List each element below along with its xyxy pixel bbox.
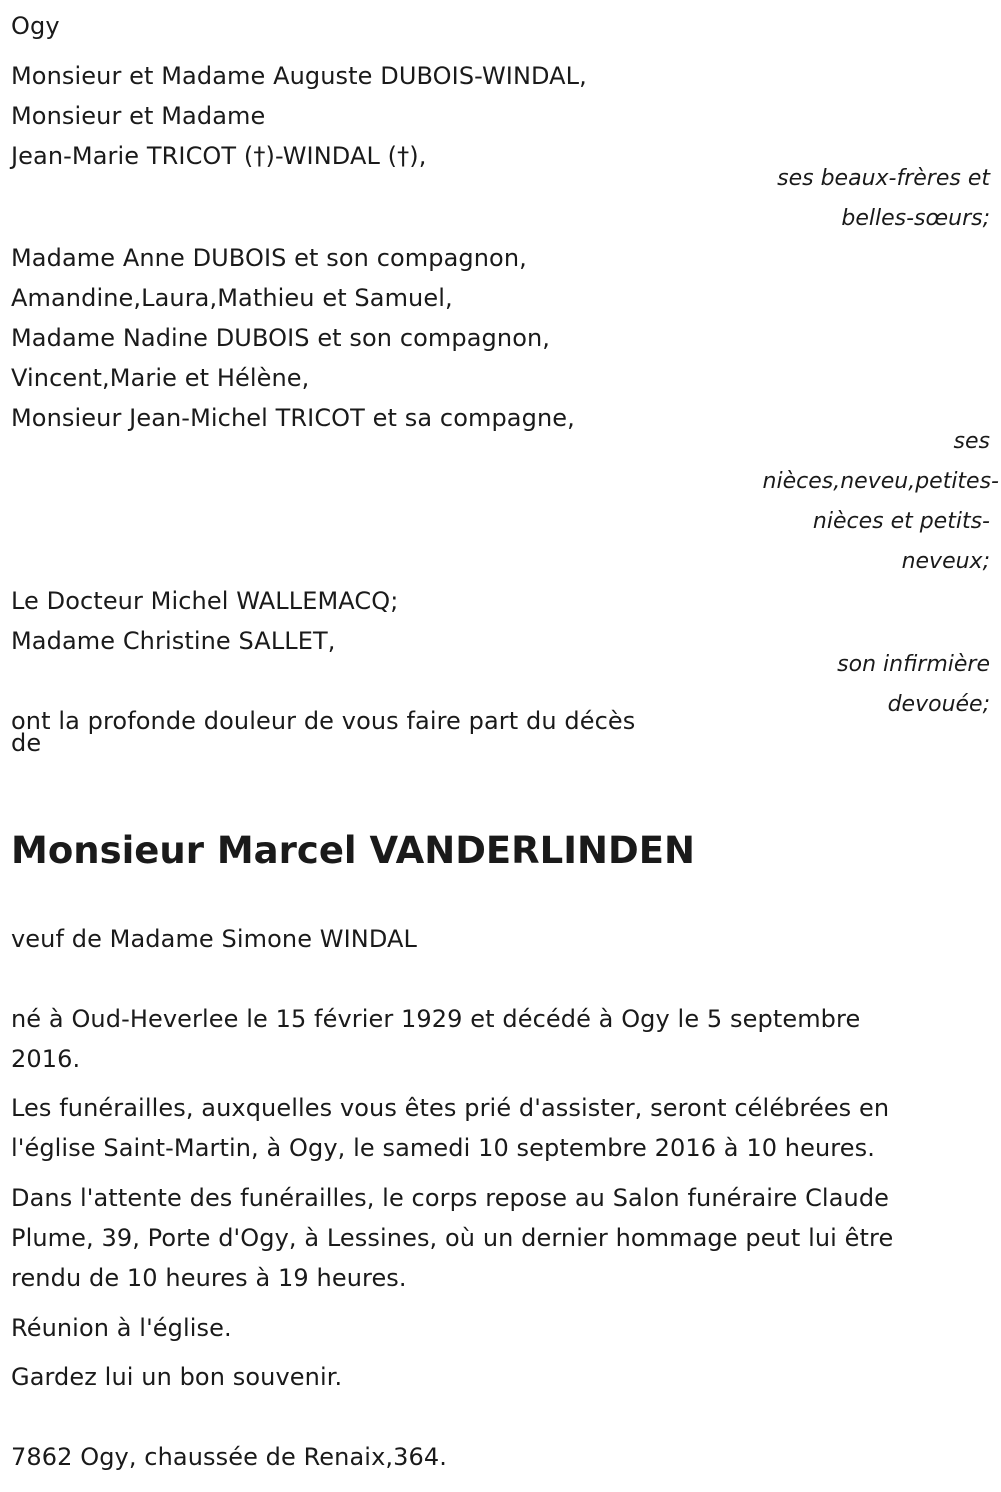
family-line: Monsieur Jean-Michel TRICOT et sa compagne, [11,404,575,432]
family-line: Amandine,Laura,Mathieu et Samuel, [11,284,453,312]
viewing-line: rendu de 10 heures à 19 heures. [11,1264,407,1292]
meeting: Réunion à l'église. [11,1314,232,1342]
family-line: Jean-Marie TRICOT (†)-WINDAL (†), [11,142,427,170]
relation-line: nièces et petits- [812,509,990,534]
family-line: Madame Anne DUBOIS et son compagnon, [11,244,527,272]
address: 7862 Ogy, chaussée de Renaix,364. [11,1443,447,1471]
family-line: Monsieur et Madame [11,102,266,130]
relation-line: son infirmière [837,652,990,677]
family-line: Le Docteur Michel WALLEMACQ; [11,587,399,615]
relation-line: ses beaux-frères et [777,166,990,191]
relation-line: belles-sœurs; [841,206,990,231]
birth-death-line: né à Oud-Heverlee le 15 février 1929 et décédé à Ogy le 5 septembre [11,1005,861,1033]
birth-death-line: 2016. [11,1045,81,1073]
viewing-line: Plume, 39, Porte d'Ogy, à Lessines, où un dernier hommage peut lui être [11,1224,894,1252]
funeral-line: Les funérailles, auxquelles vous êtes prié d'assister, seront célébrées en [11,1094,890,1122]
family-line: Vincent,Marie et Hélène, [11,364,310,392]
location: Ogy [11,12,60,40]
announcement-line: ont la profonde douleur de vous faire part du décès [11,707,636,735]
family-line: Madame Nadine DUBOIS et son compagnon, [11,324,551,352]
family-line: Monsieur et Madame Auguste DUBOIS-WINDAL, [11,62,587,90]
relation-line: nièces,neveu,petites- [762,469,999,494]
family-line: Madame Christine SALLET, [11,627,336,655]
relation-line: devouée; [887,692,990,717]
remembrance: Gardez lui un bon souvenir. [11,1363,343,1391]
widow-of: veuf de Madame Simone WINDAL [11,925,417,953]
deceased-name: Monsieur Marcel VANDERLINDEN [11,829,695,872]
funeral-line: l'église Saint-Martin, à Ogy, le samedi 10 septembre 2016 à 10 heures. [11,1134,875,1162]
relation-line: ses [953,429,990,454]
relation-line: neveux; [901,549,990,574]
announcement-line: de [11,729,42,757]
viewing-line: Dans l'attente des funérailles, le corps repose au Salon funéraire Claude [11,1184,890,1212]
